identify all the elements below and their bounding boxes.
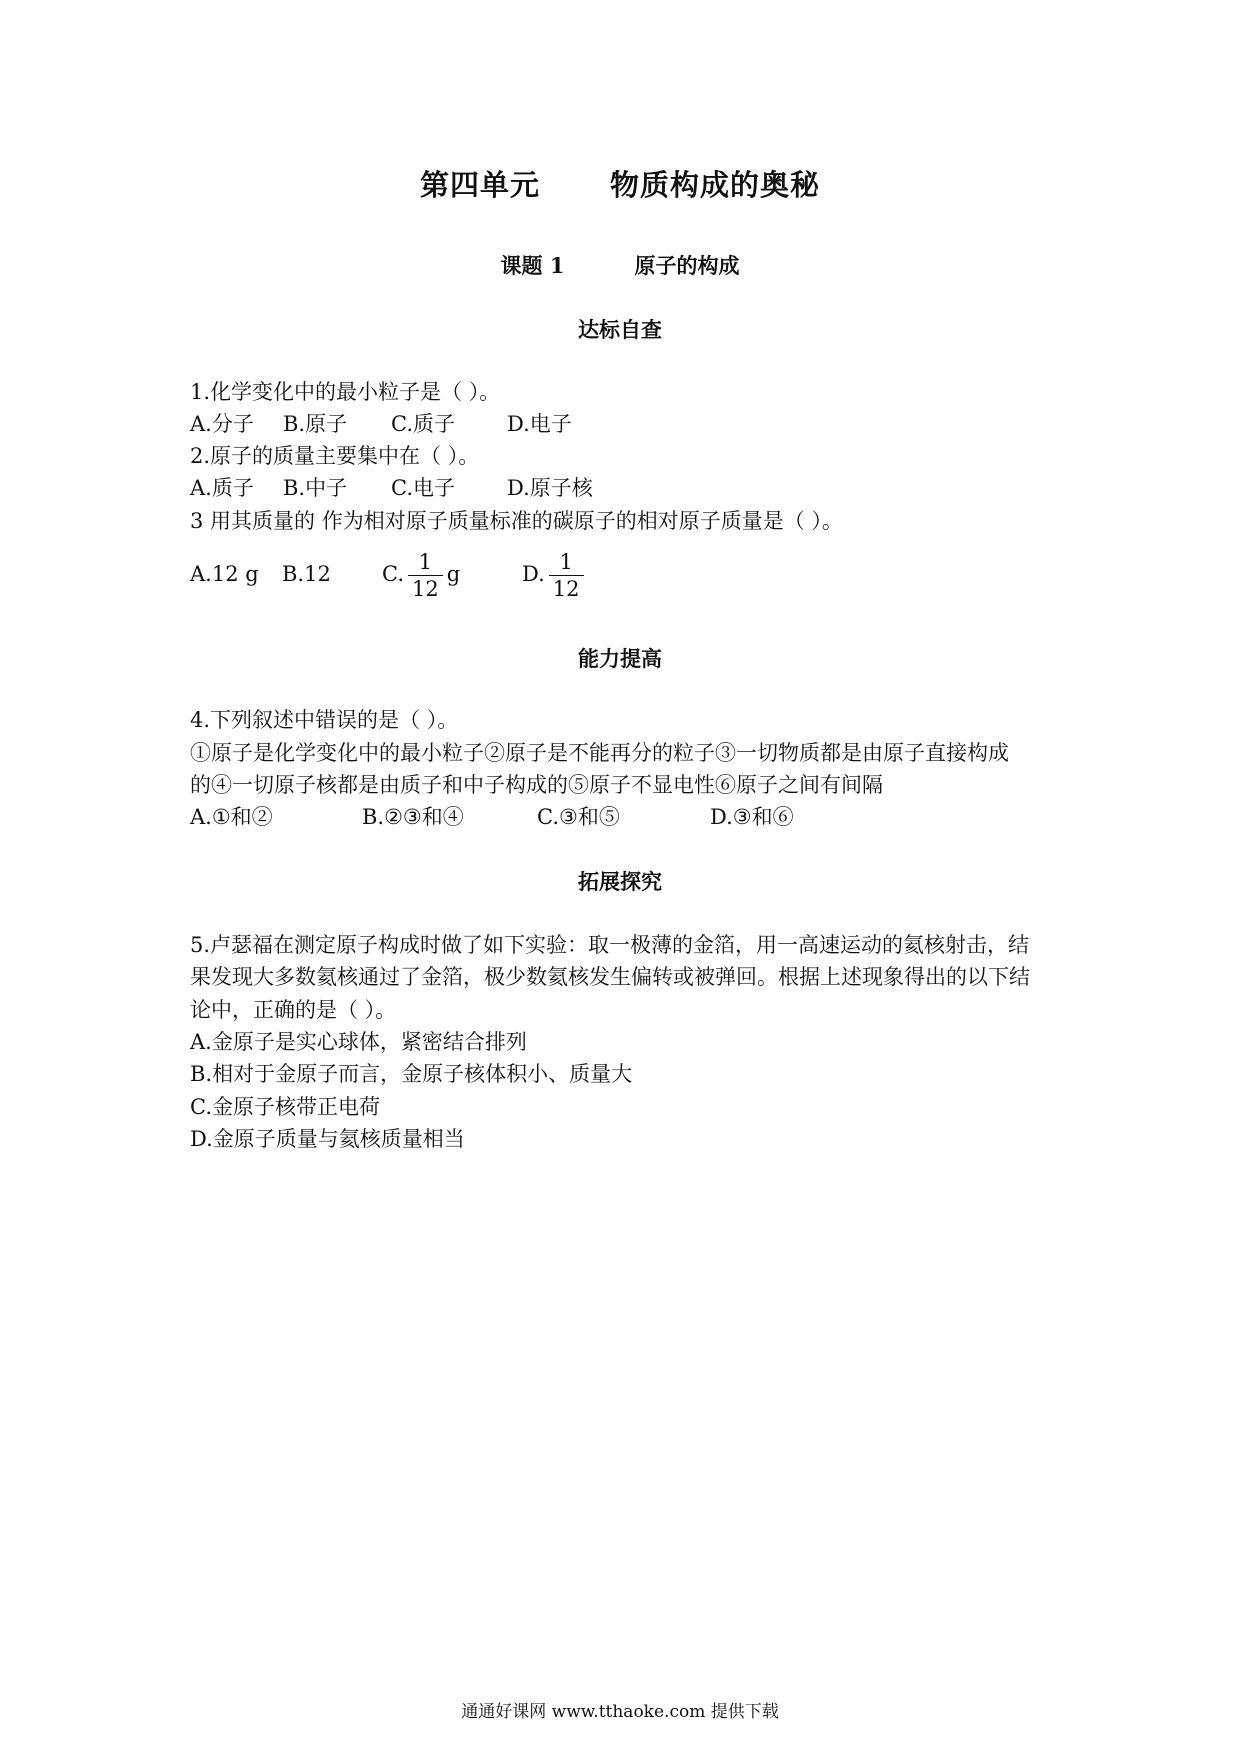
q3-option-c-unit: g bbox=[446, 562, 461, 586]
question-4-body-line-1: ①原子是化学变化中的最小粒子②原子是不能再分的粒子③一切物质都是由原子直接构成 bbox=[190, 741, 1009, 765]
q2-option-c: C.电子 bbox=[391, 476, 455, 500]
lesson-name: 原子的构成 bbox=[634, 253, 740, 278]
question-5-line-2: 果发现大多数氦核通过了金箔，极少数氦核发生偏转或被弹回。根据上述现象得出的以下结 bbox=[190, 965, 1030, 989]
q3-option-d bbox=[522, 544, 588, 604]
question-3-options bbox=[190, 544, 588, 604]
question-5-line-3: 论中，正确的是（ ）。 bbox=[190, 998, 397, 1022]
question-4-body-line-2: 的④一切原子核都是由质子和中子构成的⑤原子不显电性⑥原子之间有间隔 bbox=[190, 773, 883, 797]
q3-option-b: B.12 bbox=[282, 562, 331, 586]
question-4-stem: 4.下列叙述中错误的是（ ）。 bbox=[190, 708, 459, 732]
lesson-title bbox=[0, 250, 1240, 280]
question-1-options bbox=[190, 408, 572, 440]
question-2-stem: 2.原子的质量主要集中在（ ）。 bbox=[190, 444, 480, 468]
q3-option-d-numerator: 1 bbox=[559, 550, 573, 574]
q3-option-a: A.12 g bbox=[190, 562, 259, 586]
q1-option-c: C.质子 bbox=[391, 412, 455, 436]
unit-number: 第四单元 bbox=[419, 168, 540, 202]
q2-option-a: A.质子 bbox=[190, 476, 254, 500]
q3-option-d-denominator: 12 bbox=[549, 575, 584, 602]
q3-option-c-denominator: 12 bbox=[408, 575, 443, 602]
q3-option-d-prefix: D. bbox=[522, 562, 545, 586]
q4-option-d: D.③和⑥ bbox=[710, 805, 794, 829]
unit-name: 物质构成的奥秘 bbox=[610, 168, 821, 202]
q3-option-c-fraction bbox=[408, 549, 443, 602]
q5-option-a: A.金原子是实心球体，紧密结合排列 bbox=[190, 1030, 527, 1054]
q2-option-b: B.中子 bbox=[283, 476, 348, 500]
q5-option-d: D.金原子质量与氦核质量相当 bbox=[190, 1127, 465, 1151]
section-heading-1: 达标自查 bbox=[578, 317, 662, 342]
question-3-stem: 3 用其质量的 作为相对原子质量标准的碳原子的相对原子质量是（ ）。 bbox=[190, 509, 843, 533]
q4-option-b: B.②③和④ bbox=[362, 805, 464, 829]
section-heading-2: 能力提高 bbox=[578, 646, 662, 671]
q2-option-d: D.原子核 bbox=[507, 476, 593, 500]
page-footer: 通通好课网 www.tthaoke.com 提供下载 bbox=[461, 1702, 779, 1722]
q1-option-d: D.电子 bbox=[507, 412, 572, 436]
unit-title bbox=[0, 163, 1240, 204]
q3-option-c bbox=[382, 544, 522, 604]
question-1-stem: 1.化学变化中的最小粒子是（ ）。 bbox=[190, 380, 501, 404]
q4-option-c: C.③和⑤ bbox=[537, 805, 620, 829]
q3-option-d-fraction bbox=[549, 549, 584, 602]
question-4-options bbox=[190, 801, 794, 833]
q3-option-c-numerator: 1 bbox=[418, 550, 433, 574]
q5-option-c: C.金原子核带正电荷 bbox=[190, 1095, 380, 1119]
question-2-options bbox=[190, 472, 593, 504]
question-5-line-1: 5.卢瑟福在测定原子构成时做了如下实验：取一极薄的金箔，用一高速运动的氦核射击，结 bbox=[190, 933, 1030, 957]
q5-option-b: B.相对于金原子而言，金原子核体积小、质量大 bbox=[190, 1062, 633, 1086]
q1-option-b: B.原子 bbox=[283, 412, 348, 436]
q3-option-c-prefix: C. bbox=[382, 562, 404, 586]
section-heading-3: 拓展探究 bbox=[578, 869, 662, 894]
lesson-number: 课题 1 bbox=[500, 253, 565, 278]
q1-option-a: A.分子 bbox=[190, 412, 254, 436]
q4-option-a: A.①和② bbox=[190, 805, 273, 829]
